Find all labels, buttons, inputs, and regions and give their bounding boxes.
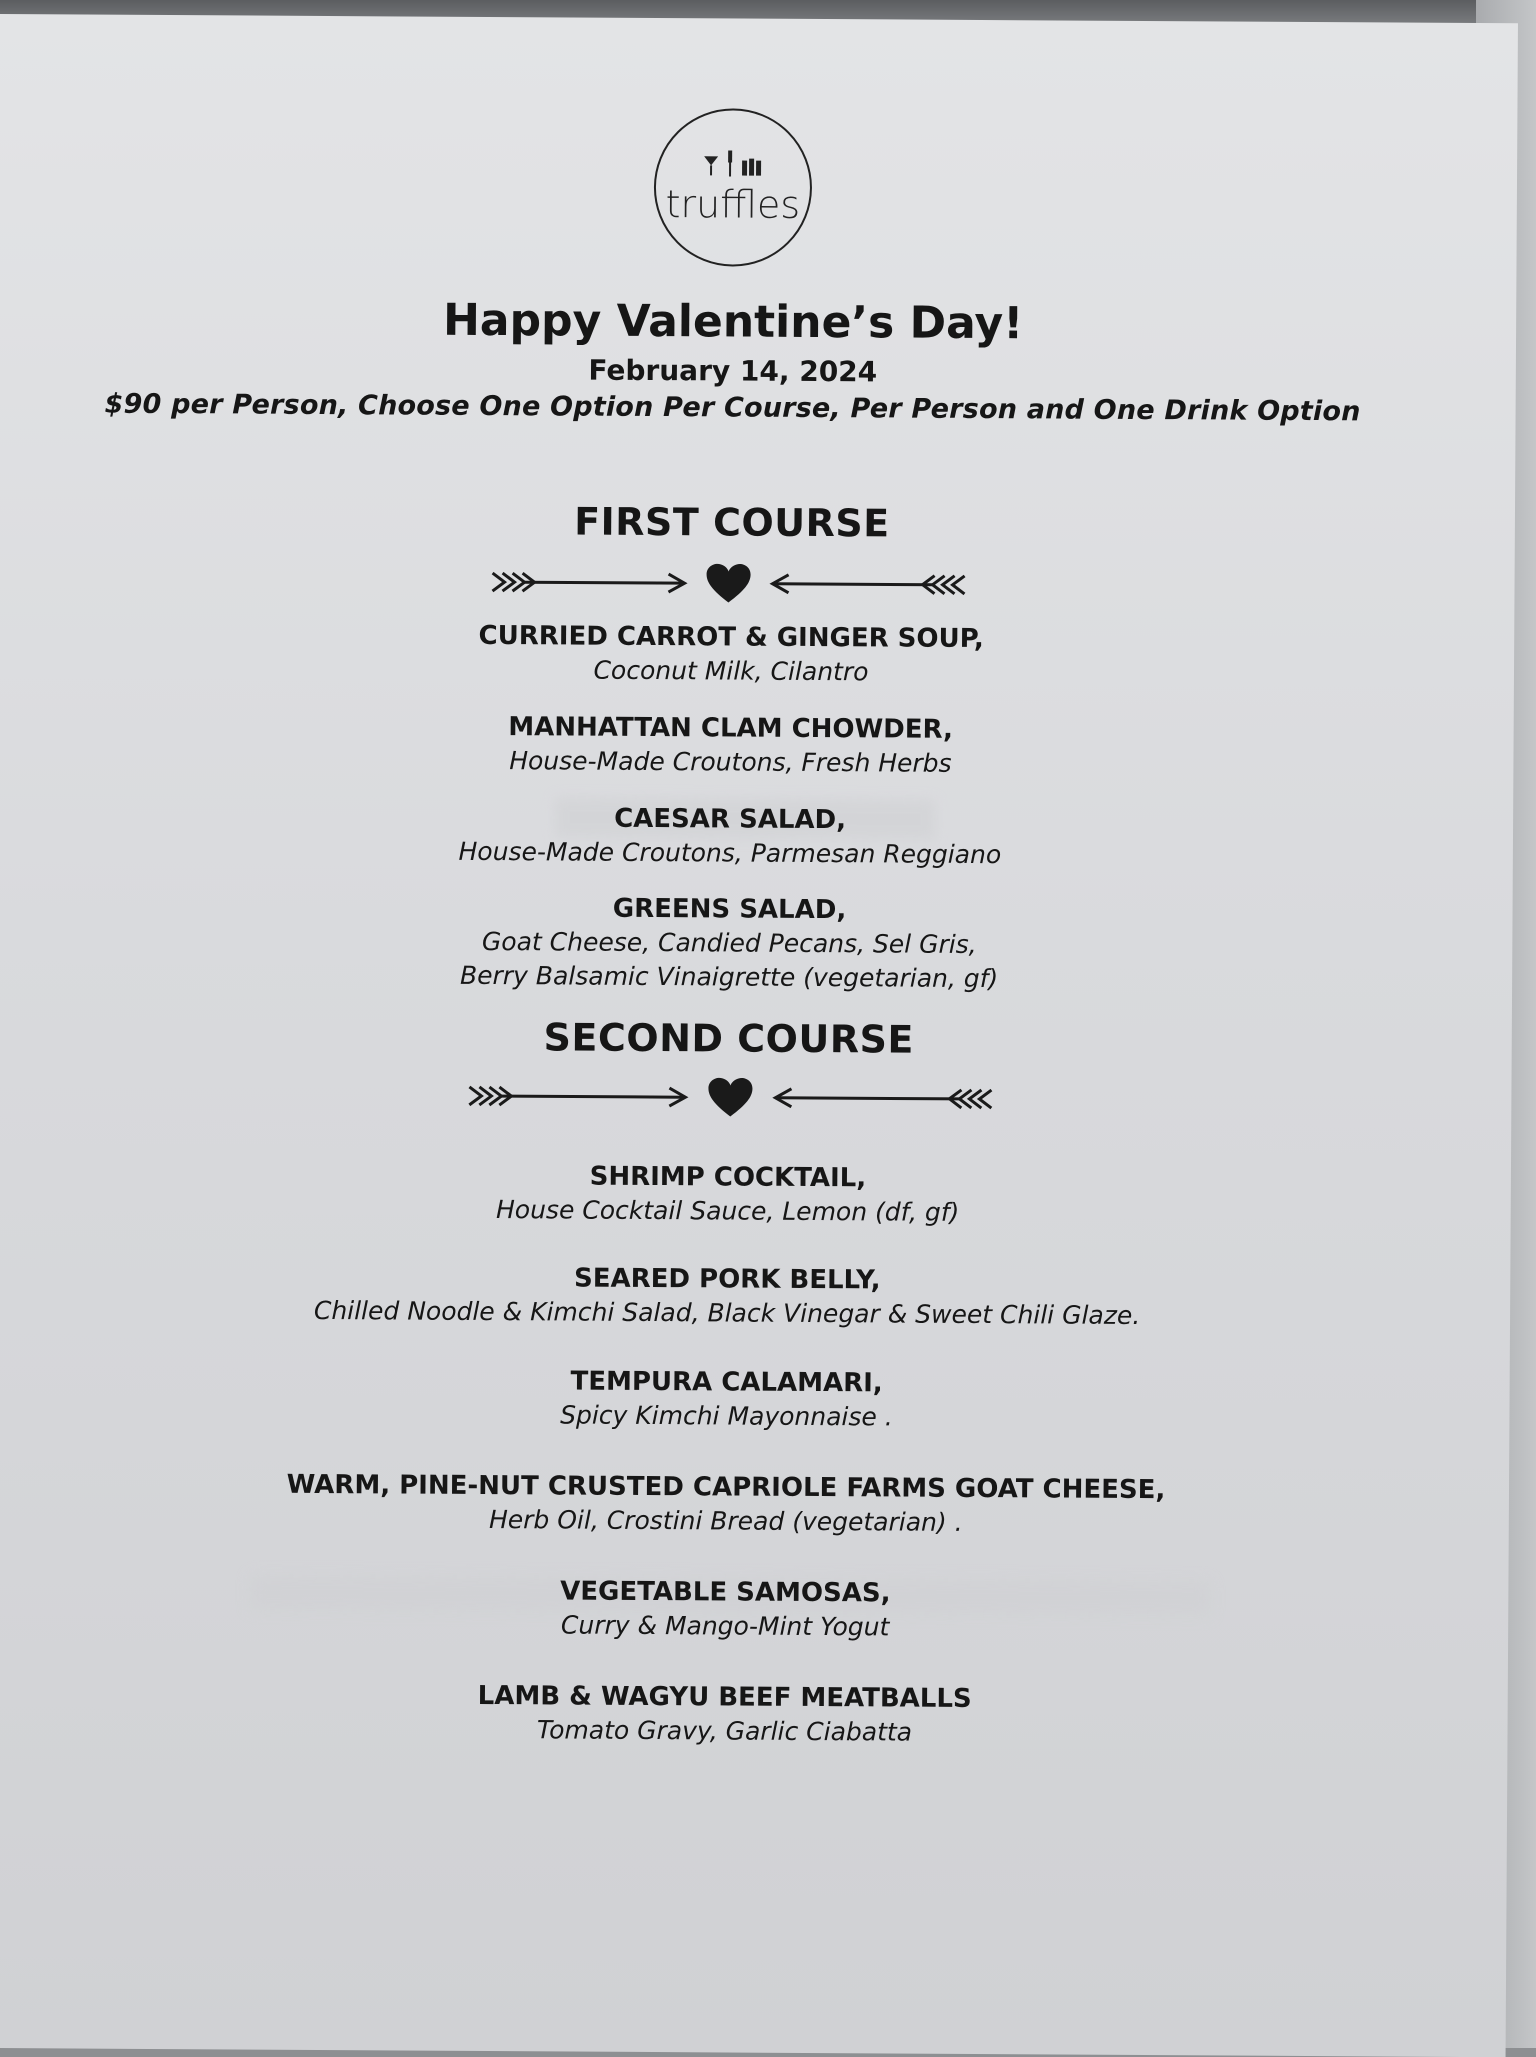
page-title: Happy Valentine’s Day! (442, 294, 1024, 350)
pricing-note: $90 per Person, Choose One Option Per Course, Per Person and One Drink Option (104, 388, 1361, 428)
dish-description: House-Made Croutons, Parmesan Reggiano (458, 836, 1002, 870)
glass-icon (704, 156, 718, 175)
dish-name: CURRIED CARROT & GINGER SOUP, (478, 620, 984, 655)
menu-sheet (0, 14, 1518, 2057)
arrow-heart-divider (465, 1071, 995, 1124)
dish-description: Berry Balsamic Vinaigrette (vegetarian, gf) (459, 960, 999, 994)
dish-name: TEMPURA CALAMARI, (570, 1366, 883, 1399)
dish-description: Herb Oil, Crostini Bread (vegetarian) . (488, 1505, 963, 1537)
dish-description: House Cocktail Sauce, Lemon (df, gf) (495, 1195, 960, 1227)
dish-name: SEARED PORK BELLY, (573, 1263, 881, 1296)
logo-wordmark: truffles (665, 182, 801, 227)
event-date: February 14, 2024 (588, 353, 878, 389)
logo-icons (700, 148, 770, 182)
dish-name: WARM, PINE-NUT CRUSTED CAPRIOLE FARMS GOAT CHEESE, (286, 1469, 1166, 1506)
dish-description: House-Made Croutons, Fresh Herbs (509, 746, 952, 778)
dish-name: SHRIMP COCKTAIL, (589, 1161, 867, 1194)
fork-icon (728, 150, 732, 176)
dish-description: Chilled Noodle & Kimchi Salad, Black Vinegar & Sweet Chili Glaze. (313, 1295, 1141, 1330)
dish-name: GREENS SALAD, (612, 893, 847, 926)
bottles-icon (742, 159, 761, 176)
heart-icon (706, 564, 750, 603)
dish-description: Goat Cheese, Candied Pecans, Sel Gris, (481, 926, 977, 959)
dish-name: LAMB & WAGYU BEEF MEATBALLS (477, 1680, 972, 1714)
dish-description: Curry & Mango-Mint Yogut (560, 1610, 890, 1642)
dish-description: Coconut Milk, Cilantro (593, 655, 869, 687)
dish-description: Spicy Kimchi Mayonnaise . (560, 1400, 893, 1432)
second-course-heading: SECOND COURSE (543, 1015, 914, 1062)
arrow-heart-divider (488, 557, 968, 610)
truffles-logo (653, 108, 812, 267)
dish-name: MANHATTAN CLAM CHOWDER, (508, 712, 954, 745)
dish-name: VEGETABLE SAMOSAS, (560, 1576, 891, 1609)
first-course-heading: FIRST COURSE (574, 499, 890, 546)
dish-description: Tomato Gravy, Garlic Ciabatta (536, 1715, 913, 1747)
heart-icon (708, 1078, 752, 1117)
dish-name: CAESAR SALAD, (614, 803, 847, 836)
